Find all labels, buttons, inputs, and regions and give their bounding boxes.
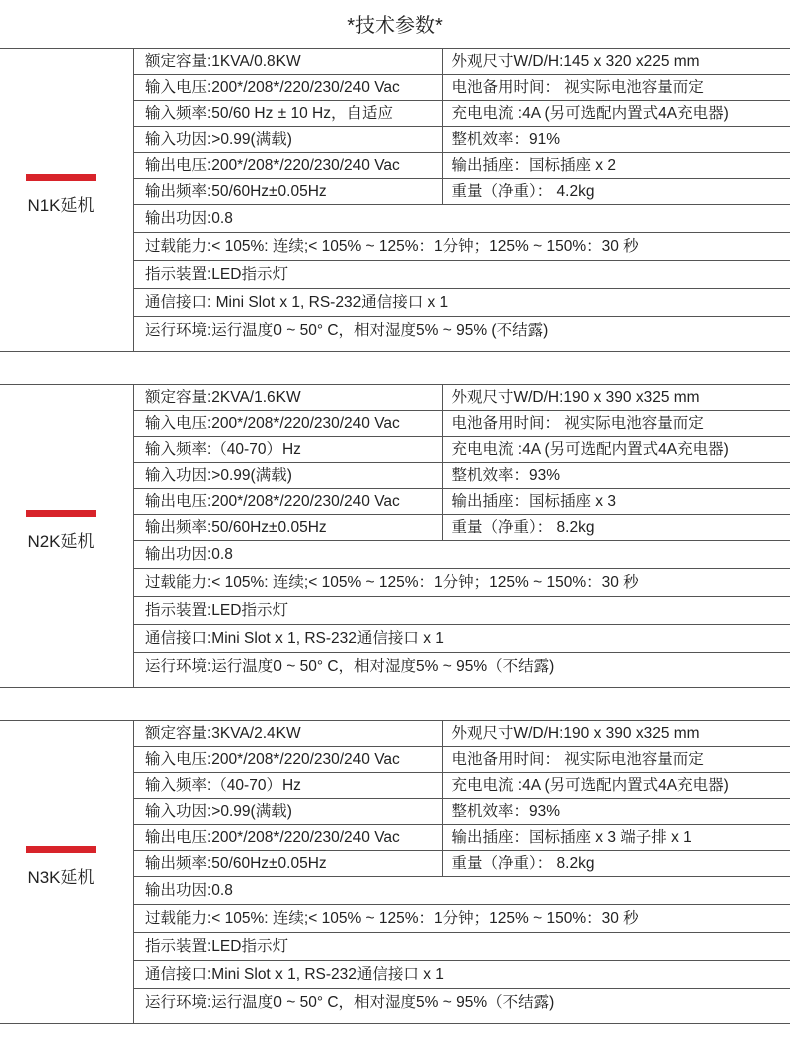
spec-cell: 充电电流 :4A (另可选配内置式4A充电器): [442, 101, 790, 127]
spec-cell: 输入功因:>0.99(满载): [134, 127, 442, 153]
spec-cell: 运行环境:运行温度0 ~ 50° C，相对湿度5% ~ 95% (不结露): [145, 322, 549, 339]
spec-row: [134, 75, 790, 101]
spec-row-full: [134, 205, 790, 233]
spec-cell: 电池备用时间： 视实际电池容量而定: [442, 411, 790, 437]
red-accent-bar: [26, 174, 96, 181]
spec-row-full: [134, 625, 790, 653]
spec-cell: 整机效率：93%: [442, 463, 790, 489]
spec-cell: 输出频率:50/60Hz±0.05Hz: [134, 179, 442, 205]
spec-row-full: [134, 877, 790, 905]
spec-block-n1k: [0, 48, 790, 352]
model-cell: [0, 721, 134, 1023]
spec-row: [134, 721, 790, 747]
model-cell: [0, 49, 134, 351]
spec-row: [134, 153, 790, 179]
spec-cell: 重量（净重）： 8.2kg: [442, 515, 790, 541]
spec-cell: 运行环境:运行温度0 ~ 50° C，相对湿度5% ~ 95%（不结露): [145, 658, 555, 675]
spec-cell: 输出电压:200*/208*/220/230/240 Vac: [134, 825, 442, 851]
spec-cell: 通信接口: Mini Slot x 1, RS-232通信接口 x 1: [134, 289, 790, 317]
spec-cell: 外观尺寸W/D/H:145 x 320 x225 mm: [442, 49, 790, 75]
spec-cell: 重量（净重）： 4.2kg: [442, 179, 790, 205]
spec-cell: 额定容量:3KVA/2.4KW: [134, 721, 442, 747]
spec-row: [134, 463, 790, 489]
spec-cell: 整机效率：91%: [442, 127, 790, 153]
red-accent-bar: [26, 846, 96, 853]
spec-cell: 额定容量:1KVA/0.8KW: [134, 49, 442, 75]
page-title: *技术参数*: [347, 15, 443, 37]
spec-table: [134, 721, 790, 1016]
spec-cell: 过载能力:< 105%: 连续;< 105% ~ 125%：1分钟；125% ~ 150%：30 秒: [134, 233, 790, 261]
spec-cell: 输入电压:200*/208*/220/230/240 Vac: [134, 747, 442, 773]
spec-row: [134, 489, 790, 515]
spec-cell: 通信接口:Mini Slot x 1, RS-232通信接口 x 1: [134, 625, 790, 653]
spec-cell: 输入频率:50/60 Hz ± 10 Hz，自适应: [134, 101, 442, 127]
spec-cell: 输出插座：国标插座 x 2: [442, 153, 790, 179]
spec-cell: 输入电压:200*/208*/220/230/240 Vac: [134, 411, 442, 437]
spec-row: [134, 799, 790, 825]
spec-block-n3k: [0, 720, 790, 1024]
spec-row-full: [134, 961, 790, 989]
spec-row-full: [134, 905, 790, 933]
spec-row-full: [134, 261, 790, 289]
spec-cell: 输出电压:200*/208*/220/230/240 Vac: [134, 153, 442, 179]
spec-row-full: [134, 569, 790, 597]
spec-row: [134, 385, 790, 411]
spec-cell: 输出电压:200*/208*/220/230/240 Vac: [134, 489, 442, 515]
spec-row-full: [134, 653, 790, 681]
spec-row: [134, 411, 790, 437]
spec-cell: 输入频率:（40-70）Hz: [134, 773, 442, 799]
spec-row: [134, 773, 790, 799]
spec-cell: 指示装置:LED指示灯: [134, 597, 790, 625]
spec-row-full: [134, 289, 790, 317]
spec-row: [134, 179, 790, 205]
spec-table: [134, 385, 790, 680]
spec-row-full: [134, 597, 790, 625]
spec-cell: 输出功因:0.8: [134, 541, 790, 569]
spec-cell: 过载能力:< 105%: 连续;< 105% ~ 125%：1分钟；125% ~ 150%：30 秒: [134, 569, 790, 597]
red-accent-bar: [26, 510, 96, 517]
spec-cell: 指示装置:LED指示灯: [134, 933, 790, 961]
spec-cell: 输出频率:50/60Hz±0.05Hz: [134, 851, 442, 877]
spec-row-full: [134, 317, 790, 345]
spec-cell: 输出功因:0.8: [134, 877, 790, 905]
spec-cell: 外观尺寸W/D/H:190 x 390 x325 mm: [442, 721, 790, 747]
spec-cell: 输出插座：国标插座 x 3: [442, 489, 790, 515]
spec-row: [134, 747, 790, 773]
spec-row-full: [134, 233, 790, 261]
model-name: N2K延机: [27, 532, 95, 551]
spec-cell: 额定容量:2KVA/1.6KW: [134, 385, 442, 411]
spec-cell: 运行环境:运行温度0 ~ 50° C，相对湿度5% ~ 95%（不结露): [145, 994, 555, 1011]
spec-cell: 重量（净重）： 8.2kg: [442, 851, 790, 877]
spec-row: [134, 851, 790, 877]
spec-cell: 通信接口:Mini Slot x 1, RS-232通信接口 x 1: [134, 961, 790, 989]
spec-cell: 输入功因:>0.99(满载): [134, 463, 442, 489]
spec-cell: 电池备用时间： 视实际电池容量而定: [442, 747, 790, 773]
spec-block-n2k: [0, 384, 790, 688]
spec-cell: 输出功因:0.8: [134, 205, 790, 233]
spec-cell: 充电电流 :4A (另可选配内置式4A充电器): [442, 437, 790, 463]
spec-row: [134, 515, 790, 541]
spec-cell: 输入频率:（40-70）Hz: [134, 437, 442, 463]
model-name: N3K延机: [27, 868, 95, 887]
spec-cell: 输出插座：国标插座 x 3 端子排 x 1: [442, 825, 790, 851]
spec-cell: 输入功因:>0.99(满载): [134, 799, 442, 825]
spec-table: [134, 49, 790, 344]
spec-cell: 指示装置:LED指示灯: [134, 261, 790, 289]
spec-row: [134, 101, 790, 127]
model-name: N1K延机: [27, 196, 95, 215]
spec-row: [134, 825, 790, 851]
spec-row-full: [134, 933, 790, 961]
spec-cell: 输入电压:200*/208*/220/230/240 Vac: [134, 75, 442, 101]
spec-cell: 过载能力:< 105%: 连续;< 105% ~ 125%：1分钟；125% ~ 150%：30 秒: [134, 905, 790, 933]
model-cell: [0, 385, 134, 687]
spec-cell: 整机效率：93%: [442, 799, 790, 825]
spec-row-full: [134, 541, 790, 569]
spec-row: [134, 437, 790, 463]
spec-row-full: [134, 989, 790, 1017]
spec-cell: 输出频率:50/60Hz±0.05Hz: [134, 515, 442, 541]
spec-row: [134, 127, 790, 153]
spec-row: [134, 49, 790, 75]
spec-cell: 外观尺寸W/D/H:190 x 390 x325 mm: [442, 385, 790, 411]
spec-cell: 充电电流 :4A (另可选配内置式4A充电器): [442, 773, 790, 799]
spec-cell: 电池备用时间： 视实际电池容量而定: [442, 75, 790, 101]
